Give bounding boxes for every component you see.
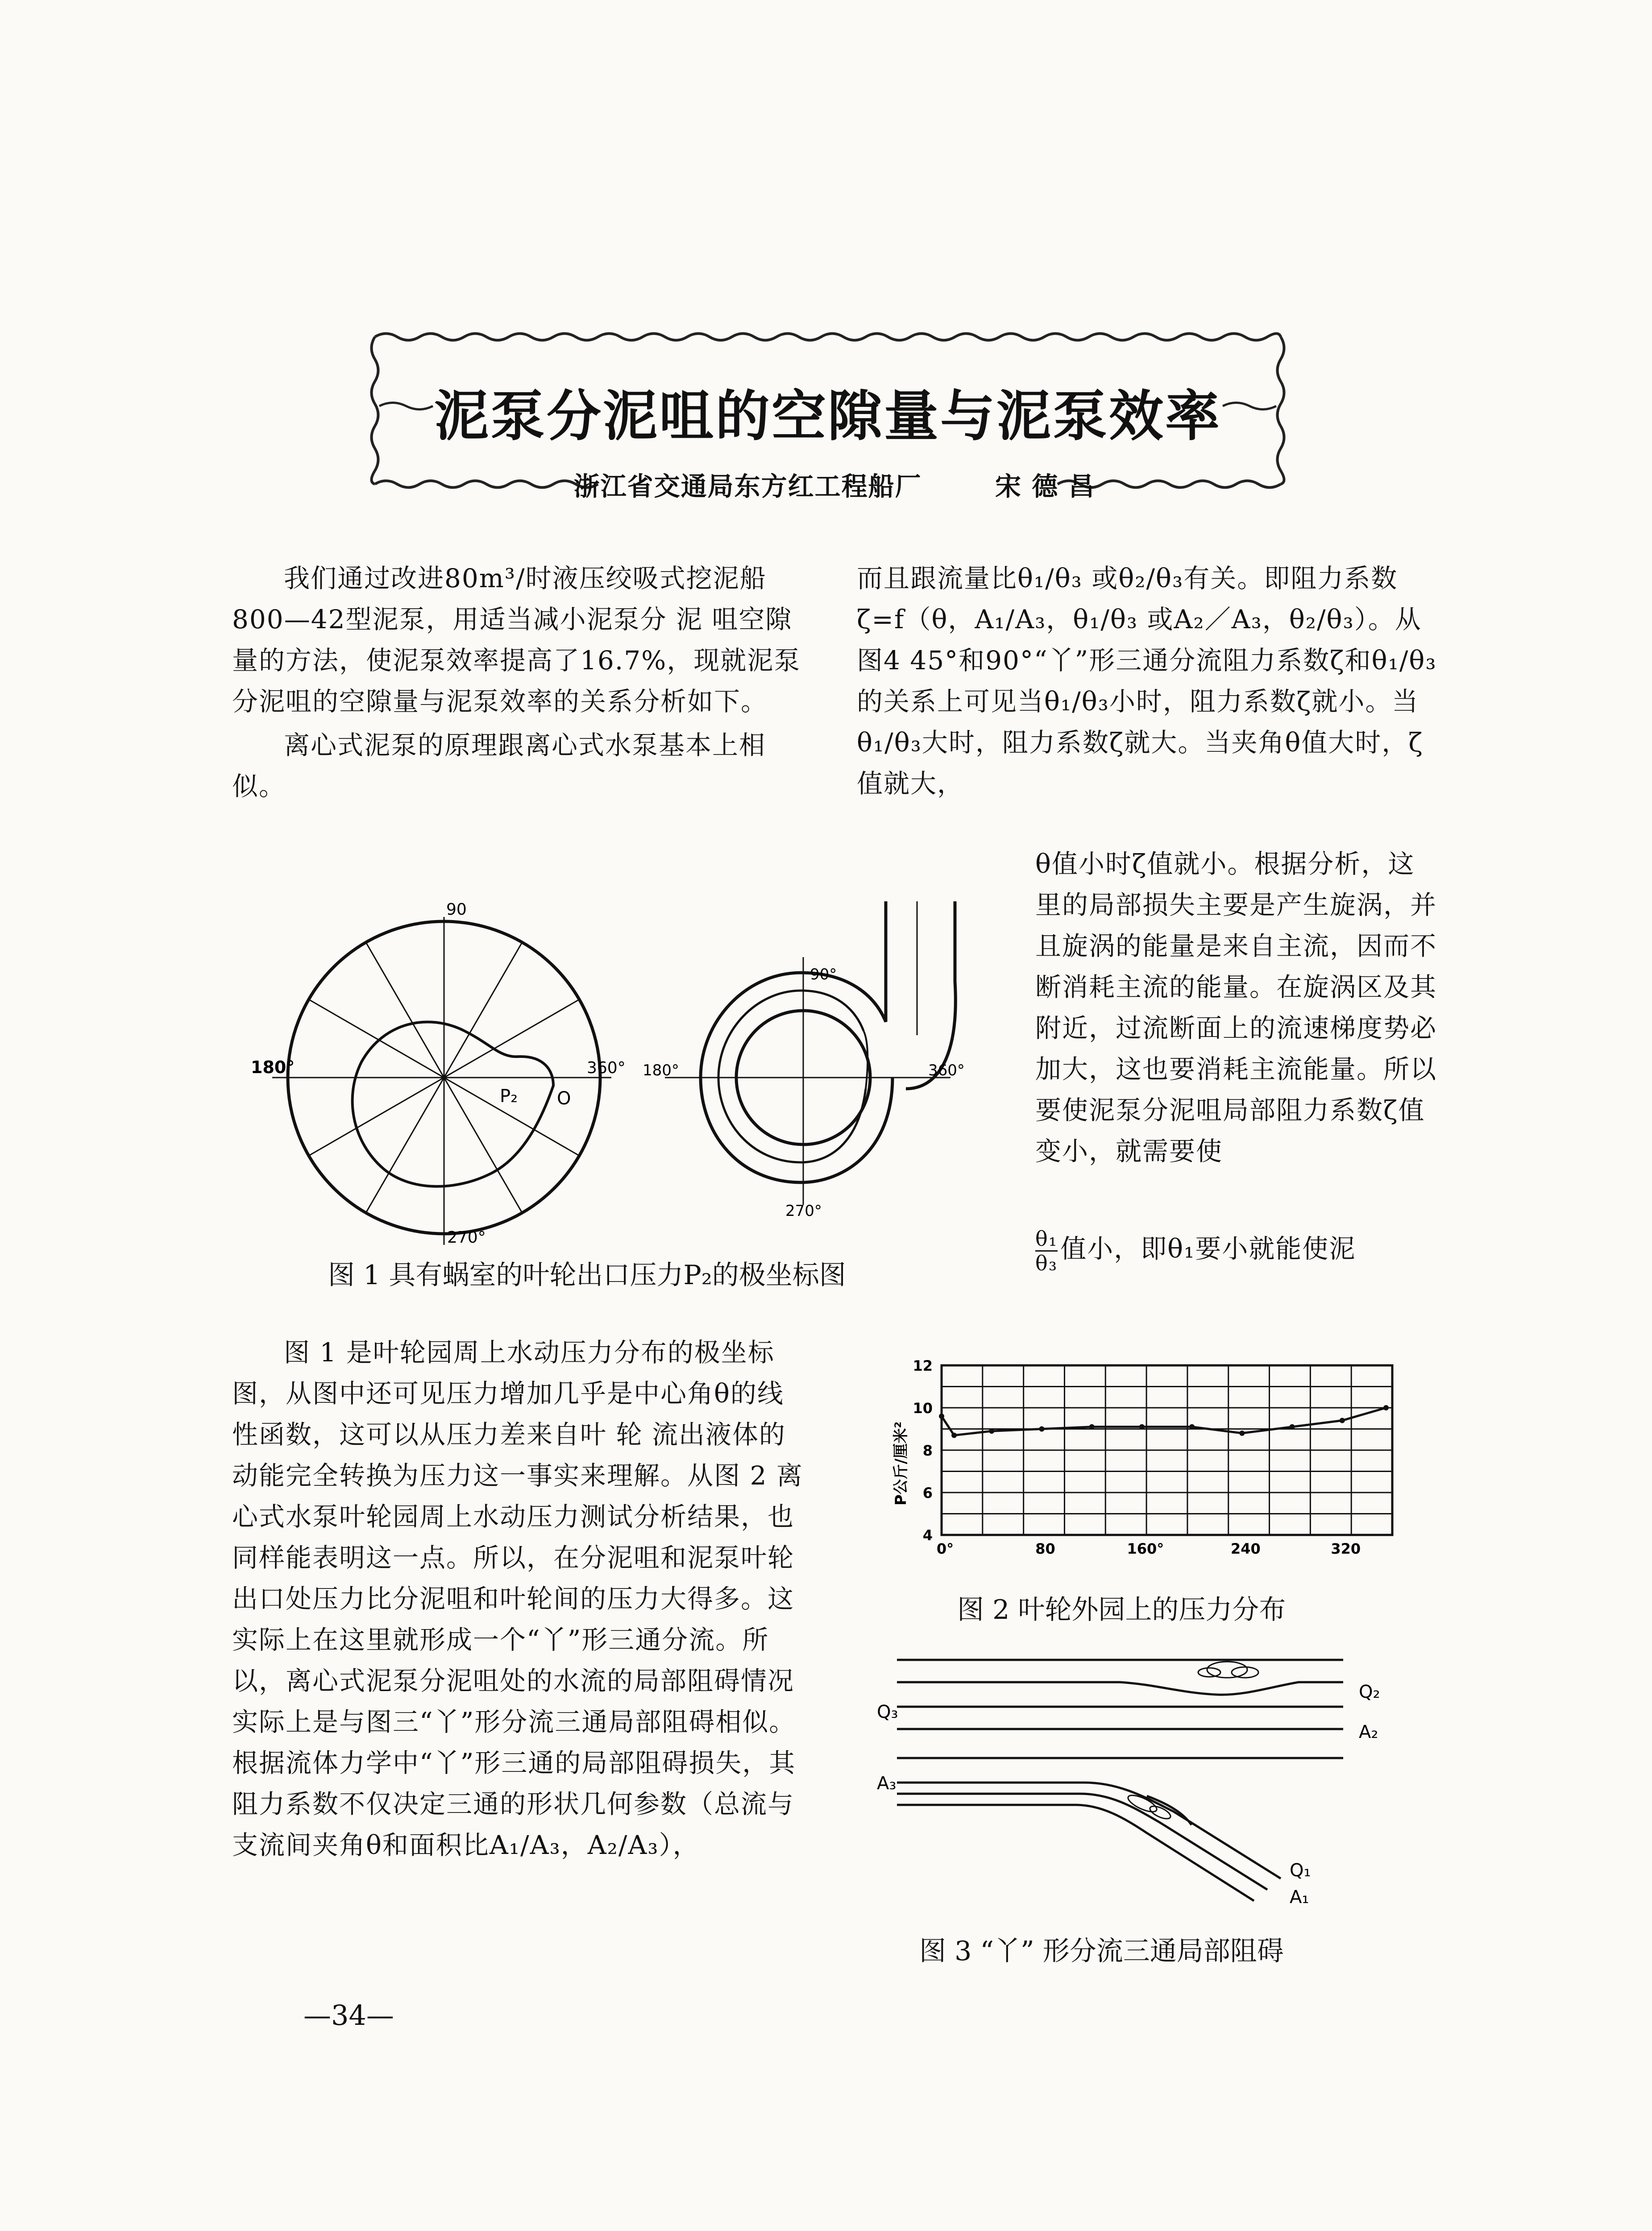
chart-x-tick-label: 160° [1127,1540,1164,1557]
chart-y-tick-label: 12 [913,1357,933,1374]
author: 宋 德 昌 [995,471,1096,502]
polar-label-180: 180° [251,1057,295,1077]
label-q2: Q₂ [1359,1682,1380,1702]
volute-label-180: 180° [643,1062,679,1079]
chart-data-point [951,1433,957,1438]
left-column-top [232,558,808,807]
polar-label-p2: P₂ [500,1086,518,1107]
fraction-rest: 值小，即θ₁要小就能使泥 [1060,1233,1356,1264]
volute-casing-diagram [643,901,965,1220]
chart-x-tick-label: 0° [936,1540,954,1557]
volute-label-90: 90° [810,966,837,983]
label-q1: Q₁ [1290,1860,1311,1881]
label-a1: A₁ [1290,1887,1309,1908]
chart-data-point [1189,1424,1195,1430]
article-title: 泥泵分泥咀的空隙量与泥泵效率 [434,384,1221,448]
paragraph-principle: 离心式泥泵的原理跟离心式水泵基本上相似。 [232,730,766,801]
left-column-bottom [232,1332,808,1866]
figure-1-drawing [241,901,1017,1258]
paragraph-flow-ratio: 而且跟流量比θ₁/θ₃ 或θ₂/θ₃有关。即阻力系数ζ=f（θ，A₁/A₃，θ₁/θ₃ 或A₂／A₃，θ₂/θ₃）。从图4 45°和90°“丫”形三通分流阻力系数ζ和θ₁/θ₃的关系上可见当θ₁/θ₃小时，阻力系数ζ就小。当θ₁/θ₃大时，阻力系数ζ就大。当夹角θ值大时，ζ值就大， [857,563,1437,799]
chart-y-tick-label: 10 [913,1400,933,1417]
polar-pressure-diagram [251,901,626,1247]
affiliation: 浙江省交通局东方红工程船厂 [573,471,922,502]
chart-y-axis-label: P公斤/厘米² [892,1421,910,1506]
chart-data-point [939,1414,944,1419]
chart-data-point [1089,1424,1095,1430]
byline [522,465,1147,503]
fraction-numerator: θ₁ [1035,1227,1058,1251]
figure-2-chart [884,1356,1419,1588]
chart-data-point [1039,1427,1044,1432]
chart-x-tick-label: 80 [1035,1540,1055,1557]
polar-label-90: 90 [446,901,467,919]
chart-y-tick-label: 8 [922,1442,933,1459]
figure-3-drawing [870,1646,1428,1923]
polar-label-360: 360° [587,1059,626,1077]
polar-label-270: 270° [447,1228,486,1247]
label-a2: A₂ [1359,1722,1378,1742]
chart-data-point [1239,1431,1245,1436]
label-q3: Q₃ [877,1702,898,1722]
paragraph-figure-analysis: 图 1 是叶轮园周上水动压力分布的极坐标图，从图中还可见压力增加几乎是中心角θ的线性函数，这可以从压力差来自叶 轮 流出液体的动能完全转换为压力这一事实来理解。从图 2 离心式水泵叶轮园周上水动压力测试分析结果，也同样能表明这一点。所以，在分泥咀和泥泵叶轮出口处压力比分泥咀和叶轮间的压力大得多。这实际上在这里就形成一个“丫”形三通分流。所以，离心式泥泵分泥咀处的水流的局部阻碍情况实际上是与图三“丫”形分流三通局部阻碍相似。根据流体力学中“丫”形三通的局部阻碍损失，其阻力系数不仅决定三通的形状几何参数（总流与支流间夹角θ和面积比A₁/A₃，A₂/A₃）， [232,1337,803,1860]
chart-x-tick-label: 240 [1230,1540,1261,1557]
paragraph-vortex: θ值小时ζ值就小。根据分析，这里的局部损失主要是产生旋涡，并且旋涡的能量是来自主流，因而不断消耗主流的能量。在旋涡区及其附近，过流断面上的流速梯度势必加大，这也要消耗主流能量。所以要使泥泵分泥咀局部阻力系数ζ值变小，就需要使 [1035,849,1437,1166]
right-column-top [857,558,1437,804]
polar-label-o: O [557,1088,571,1109]
chart-y-tick-label: 4 [922,1527,933,1544]
fraction-line [1035,1227,1437,1275]
chart-data-point [1340,1418,1345,1423]
label-a3: A₃ [877,1773,897,1794]
page-number: —34— [303,1999,394,2032]
chart-x-tick-label: 320 [1331,1540,1361,1557]
figure-2-caption: 图 2 叶轮外园上的压力分布 [957,1594,1286,1626]
chart-data-point [989,1428,994,1434]
figure-1-caption: 图 1 具有蜗室的叶轮出口压力P₂的极坐标图 [328,1260,846,1291]
figure-3-caption: 图 3 “丫” 形分流三通局部阻碍 [919,1936,1284,1967]
chart-y-tick-label: 6 [922,1485,933,1501]
paragraph-intro: 我们通过改进80m³/时液压绞吸式挖泥船800—42型泥泵，用适当减小泥泵分 泥 咀空隙量的方法，使泥泵效率提高了16.7%，现就泥泵分泥咀的空隙量与泥泵效率的关系分析如下。 [232,563,801,717]
volute-label-360: 360° [928,1062,965,1079]
chart-data-point [1290,1424,1295,1430]
volute-label-270: 270° [785,1202,822,1220]
chart-data-point [1383,1405,1389,1410]
right-column-narrow [1035,843,1437,1172]
chart-data-point [1139,1424,1145,1430]
fraction-denominator: θ₃ [1035,1251,1058,1275]
chart-series-line [942,1408,1386,1435]
tee-flow-lines [897,1660,1343,1901]
